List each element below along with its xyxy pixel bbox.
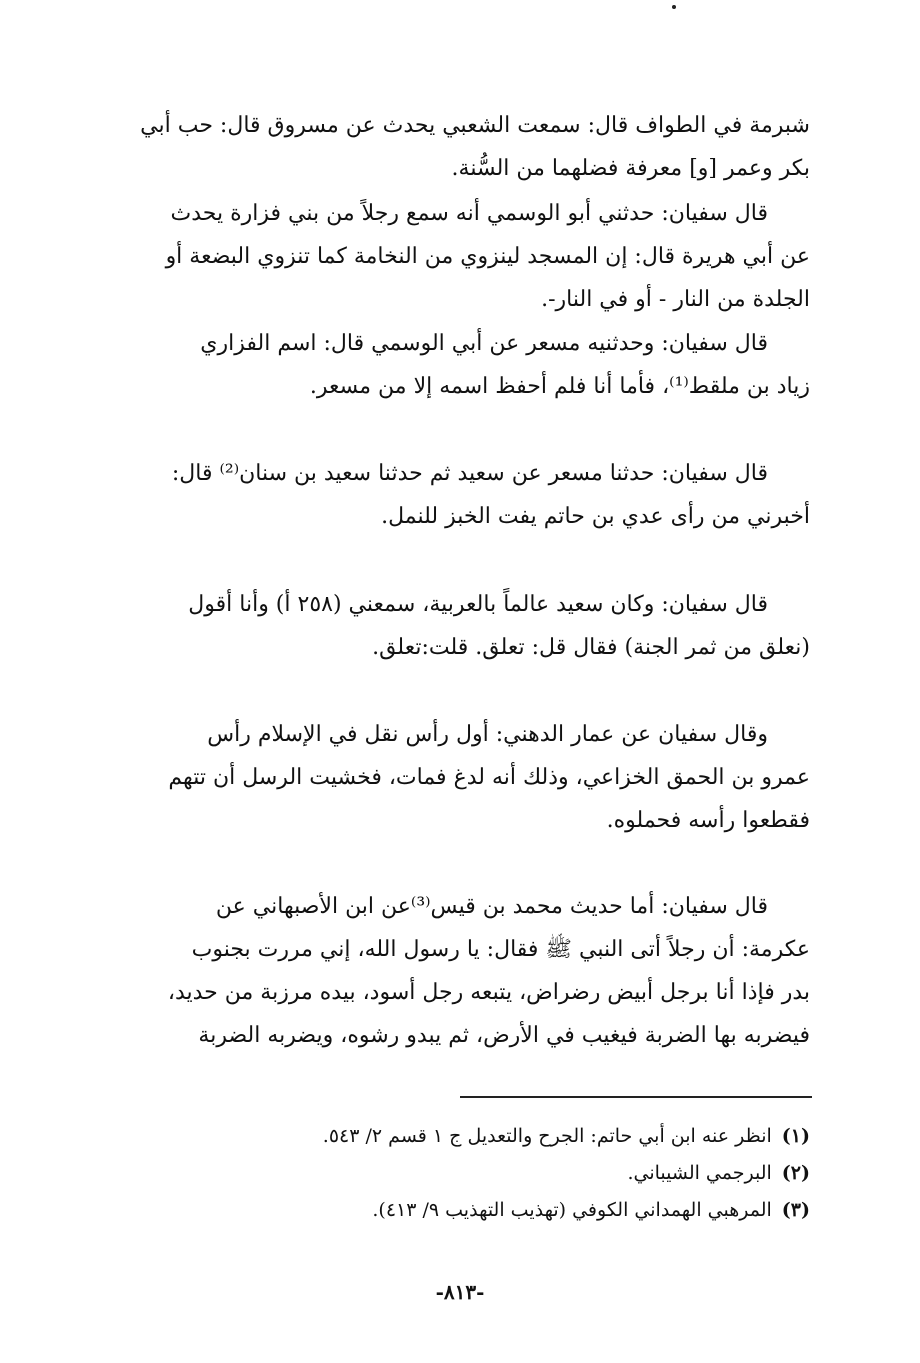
- paragraph-line: بدر فإذا أنا برجل أبيض رضراض، يتبعه رجل أسود، بيده مرزبة من حديد،: [167, 980, 810, 1005]
- footnote-divider: [460, 1096, 812, 1098]
- paragraph-line: قال سفيان: وحدثنيه مسعر عن أبي الوسمي قال: اسم الفزاري: [200, 331, 768, 356]
- paragraph-line: قال سفيان: حدثنا مسعر عن سعيد ثم حدثنا سعيد بن سنان⁽²⁾ قال:: [171, 461, 768, 486]
- footnote-number: (٢): [781, 1162, 810, 1184]
- paragraph-line: شبرمة في الطواف قال: سمعت الشعبي يحدث عن مسروق قال: حب أبي: [140, 113, 810, 138]
- paragraph-6: [110, 713, 810, 842]
- paragraph-5: [110, 583, 810, 669]
- footnotes: [110, 1118, 810, 1229]
- paragraph-line: عكرمة: أن رجلاً أتى النبي ﷺ فقال: يا رسول الله، إني مررت بجنوب: [191, 937, 810, 962]
- paragraph-3: [110, 322, 810, 408]
- paragraph-1: [110, 104, 810, 190]
- page-number: -٨١٣-: [435, 1280, 485, 1304]
- footnote-number: (١): [781, 1125, 810, 1147]
- paragraph-2: [110, 192, 810, 321]
- paragraph-line: أخبرني من رأى عدي بن حاتم يفت الخبز للنمل.: [381, 504, 810, 529]
- paragraph-line: فقطعوا رأسه فحملوه.: [606, 808, 810, 833]
- paragraph-line: وقال سفيان عن عمار الدهني: أول رأس نقل في الإسلام رأس: [207, 722, 768, 747]
- paragraph-line: قال سفيان: وكان سعيد عالماً بالعربية، سمعني (٢٥٨ أ) وأنا أقول: [188, 592, 768, 617]
- paragraph-line: (نعلق من ثمر الجنة) فقال قل: تعلق. قلت:تعلق.: [372, 635, 810, 660]
- paragraph-line: قال سفيان: حدثني أبو الوسمي أنه سمع رجلاً من بني فزارة يحدث: [170, 201, 768, 226]
- footnote-1: [110, 1118, 810, 1155]
- footnote-text: انظر عنه ابن أبي حاتم: الجرح والتعديل ج ١ قسم ٢/ ٥٤٣.: [322, 1125, 772, 1147]
- footnote-text: المرهبي الهمداني الكوفي (تهذيب التهذيب ٩/ ٤١٣).: [372, 1199, 772, 1221]
- footnote-3: [110, 1192, 810, 1229]
- footnote-text: البرجمي الشيباني.: [627, 1162, 772, 1184]
- paragraph-line: بكر وعمر [و] معرفة فضلهما من السُّنة.: [451, 156, 810, 181]
- footnote-2: [110, 1155, 810, 1192]
- paragraph-4: [110, 452, 810, 538]
- paragraph-line: قال سفيان: أما حديث محمد بن قيس⁽³⁾عن ابن الأصبهاني عن: [215, 894, 768, 919]
- paragraph-line: عمرو بن الحمق الخزاعي، وذلك أنه لدغ فمات، فخشيت الرسل أن تتهم: [168, 765, 810, 790]
- paragraph-line: زياد بن ملقط⁽¹⁾، فأما أنا فلم أحفظ اسمه إلا من مسعر.: [309, 374, 810, 399]
- footnote-number: (٣): [781, 1199, 810, 1221]
- paragraph-line: الجلدة من النار - أو في النار-.: [541, 287, 810, 312]
- speck-mark: [672, 5, 676, 9]
- paragraph-line: فيضربه بها الضربة فيغيب في الأرض، ثم يبدو رشوه، ويضربه الضربة: [198, 1023, 810, 1048]
- paragraph-line: عن أبي هريرة قال: إن المسجد لينزوي من النخامة كما تنزوي البضعة أو: [165, 244, 810, 269]
- paragraph-7: [110, 885, 810, 1057]
